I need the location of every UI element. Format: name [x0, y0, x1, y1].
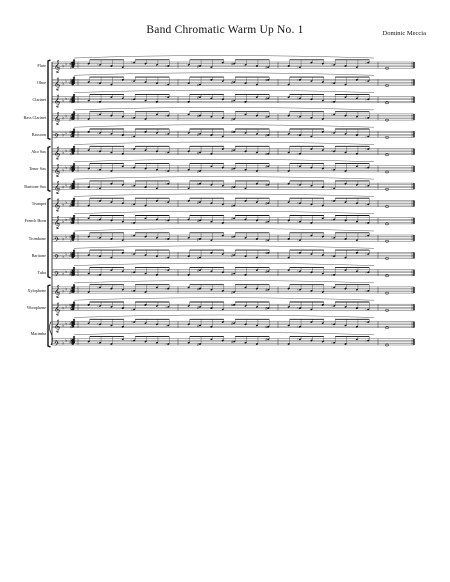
- accidental: ♮: [131, 202, 133, 207]
- accidental: ♮: [297, 220, 299, 225]
- accidental: ♯: [265, 269, 268, 274]
- accidental: ♮: [297, 269, 299, 274]
- key-flat: ♭: [62, 116, 65, 122]
- accidental: ♮: [365, 202, 367, 207]
- accidental: ♯: [231, 117, 233, 122]
- accidental: ♮: [131, 79, 133, 84]
- accidental: ♮: [297, 65, 299, 70]
- accidental: ♯: [70, 149, 73, 154]
- accidental: ♮: [97, 254, 99, 259]
- accidental: ♯: [231, 290, 233, 295]
- treble-clef: 𝄞: [54, 302, 61, 316]
- accidental: ♯: [265, 152, 268, 157]
- accidental: ♮: [165, 237, 167, 242]
- accidental: ♯: [69, 253, 72, 258]
- key-flat: ♭: [62, 220, 65, 226]
- accidental: ♯: [70, 63, 73, 68]
- accidental: ♯: [70, 304, 73, 309]
- accidental: ♯: [265, 133, 268, 138]
- accidental: ♯: [70, 81, 73, 86]
- accidental: ♯: [70, 220, 72, 225]
- phrase-slur: [74, 229, 374, 232]
- phrase-slur: [74, 280, 374, 283]
- accidental: ♮: [365, 221, 367, 226]
- accidental: ♮: [331, 285, 333, 290]
- instrument-label: French Horn: [24, 218, 46, 224]
- phrase-slur: [74, 73, 374, 76]
- accidental: ♮: [131, 116, 133, 121]
- accidental: ♮: [365, 252, 367, 257]
- accidental: ♮: [365, 320, 367, 325]
- accidental: ♮: [131, 221, 133, 226]
- bass-clef: 𝄢: [54, 270, 60, 280]
- accidental: ♮: [165, 64, 167, 69]
- accidental: ♮: [131, 338, 133, 343]
- key-flat: ♭: [62, 133, 65, 139]
- accidental: ♯: [197, 132, 199, 137]
- phrase-slur: [74, 90, 374, 93]
- accidental: ♯: [69, 62, 72, 67]
- accidental: ♯: [70, 217, 73, 222]
- key-flat: ♭: [65, 339, 68, 345]
- accidental: ♯: [265, 325, 268, 330]
- accidental: ♮: [131, 252, 133, 257]
- instrument-label: Tuba: [37, 270, 46, 276]
- accidental: ♮: [297, 306, 299, 311]
- instrument-label: Baritone: [31, 252, 46, 258]
- accidental: ♯: [197, 82, 199, 87]
- accidental: ♮: [97, 63, 99, 68]
- accidental: ♯: [70, 199, 73, 204]
- accidental: ♯: [69, 340, 72, 345]
- phrase-slur: [74, 211, 374, 214]
- accidental: ♯: [231, 303, 233, 308]
- accidental: ♯: [231, 80, 233, 85]
- accidental: ♯: [265, 183, 268, 188]
- key-flat: ♭: [65, 235, 68, 241]
- accidental: ♮: [365, 79, 367, 84]
- accidental: ♯: [197, 200, 199, 205]
- accidental: ♯: [70, 152, 72, 157]
- key-flat: ♭: [62, 185, 65, 191]
- accidental: ♮: [131, 289, 133, 294]
- accidental: ♮: [365, 147, 367, 152]
- phrase-slur: [74, 263, 374, 266]
- accidental: ♮: [131, 97, 133, 102]
- key-flat: ♭: [65, 62, 68, 68]
- key-flat: ♭: [62, 64, 65, 70]
- accidental: ♯: [70, 65, 72, 70]
- composer-name: Dominic Meccia: [382, 30, 426, 37]
- accidental: ♯: [69, 235, 72, 240]
- key-flat: ♭: [65, 287, 68, 293]
- key-flat: ♭: [62, 202, 65, 208]
- key-flat: ♭: [65, 321, 68, 327]
- key-flat: ♭: [65, 183, 68, 189]
- accidental: ♯: [70, 183, 72, 188]
- accidental: ♯: [70, 115, 72, 120]
- key-flat: ♭: [65, 131, 68, 137]
- phrase-slur: [74, 332, 374, 335]
- accidental: ♯: [70, 78, 72, 83]
- key-flat: ♭: [62, 324, 65, 330]
- key-flat: ♭: [62, 306, 65, 312]
- key-flat: ♭: [62, 151, 65, 157]
- accidental: ♯: [231, 148, 233, 153]
- accidental: ♮: [331, 199, 333, 204]
- accidental: ♯: [231, 185, 233, 190]
- accidental: ♮: [365, 184, 367, 189]
- key-flat: ♭: [62, 237, 65, 243]
- accidental: ♮: [165, 200, 167, 205]
- key-flat: ♭: [65, 304, 68, 310]
- accidental: ♮: [97, 81, 99, 86]
- accidental: ♯: [70, 322, 73, 327]
- phrase-slur: [74, 246, 374, 249]
- accidental: ♯: [70, 168, 73, 173]
- accidental: ♮: [365, 60, 367, 65]
- accidental: ♯: [70, 201, 72, 206]
- accidental: ♮: [331, 168, 333, 173]
- instrument-label: Flute: [37, 62, 46, 68]
- bass-clef: 𝄢: [54, 253, 60, 263]
- accidental: ♯: [265, 337, 268, 342]
- accidental: ♯: [231, 62, 233, 67]
- accidental: ♮: [131, 165, 133, 170]
- accidental: ♯: [70, 133, 72, 138]
- accidental: ♮: [97, 112, 99, 117]
- accidental: ♮: [331, 322, 333, 327]
- key-flat: ♭: [62, 99, 65, 105]
- key-flat: ♭: [65, 166, 68, 172]
- accidental: ♯: [69, 216, 72, 221]
- phrase-slur: [74, 125, 374, 128]
- accidental: ♮: [365, 270, 367, 275]
- accidental: ♮: [97, 217, 99, 222]
- phrase-slur: [74, 142, 374, 145]
- accidental: ♯: [69, 148, 72, 153]
- treble-clef: 𝄞: [54, 60, 61, 74]
- accidental: ♮: [97, 322, 99, 327]
- accidental: ♯: [231, 253, 233, 258]
- accidental: ♮: [131, 184, 133, 189]
- key-flat: ♭: [65, 269, 68, 275]
- accidental: ♯: [265, 251, 268, 256]
- accidental: ♮: [97, 168, 99, 173]
- treble-clef: 𝄞: [54, 163, 61, 177]
- accidental: ♮: [331, 186, 333, 191]
- accidental: ♮: [331, 236, 333, 241]
- accidental: ♯: [69, 185, 72, 190]
- accidental: ♮: [297, 78, 299, 83]
- accidental: ♮: [165, 286, 167, 291]
- instrument-label: Trumpet: [31, 201, 46, 206]
- accidental: ♯: [70, 238, 72, 243]
- accidental: ♯: [70, 131, 73, 136]
- accidental: ♮: [165, 169, 167, 174]
- accidental: ♮: [331, 81, 333, 86]
- treble-clef: 𝄞: [54, 181, 61, 195]
- accidental: ♯: [70, 273, 73, 278]
- accidental: ♯: [197, 95, 199, 100]
- accidental: ♯: [231, 216, 233, 221]
- group-bracket: [48, 198, 51, 277]
- accidental: ♮: [331, 304, 333, 309]
- accidental: ♯: [69, 117, 72, 122]
- accidental: ♮: [365, 134, 367, 139]
- score-title: Band Chromatic Warm Up No. 1: [146, 24, 304, 36]
- key-flat: ♭: [62, 168, 65, 174]
- instrument-label: Alto Sax: [31, 149, 46, 155]
- accidental: ♮: [297, 164, 299, 169]
- accidental: ♯: [69, 98, 72, 103]
- accidental: ♯: [70, 269, 72, 274]
- accidental: ♮: [331, 63, 333, 68]
- accidental: ♯: [231, 271, 233, 276]
- accidental: ♮: [165, 268, 167, 273]
- accidental: ♯: [265, 78, 268, 83]
- accidental: ♯: [265, 115, 268, 120]
- accidental: ♮: [165, 82, 167, 87]
- accidental: ♯: [70, 100, 73, 105]
- accidental: ♮: [131, 60, 133, 65]
- accidental: ♮: [331, 100, 333, 105]
- accidental: ♮: [331, 217, 333, 222]
- accidental: ♯: [197, 255, 199, 260]
- accidental: ♮: [365, 338, 367, 343]
- accidental: ♯: [265, 164, 268, 169]
- group-bracket: [48, 60, 51, 139]
- accidental: ♮: [365, 307, 367, 312]
- accidental: ♮: [165, 113, 167, 118]
- phrase-slur: [74, 107, 374, 110]
- accidental: ♯: [265, 288, 268, 293]
- accidental: ♮: [165, 305, 167, 310]
- accidental: ♮: [365, 116, 367, 121]
- accidental: ♯: [197, 286, 199, 291]
- accidental: ♯: [197, 305, 199, 310]
- key-flat: ♭: [65, 114, 68, 120]
- instrument-label: Trombone: [28, 235, 46, 241]
- accidental: ♮: [97, 304, 99, 309]
- key-flat: ♭: [65, 252, 68, 258]
- accidental: ♯: [70, 341, 73, 346]
- accidental: ♯: [197, 342, 199, 347]
- accidental: ♮: [97, 149, 99, 154]
- treble-clef: 𝄞: [54, 319, 61, 333]
- accidental: ♯: [231, 203, 233, 208]
- accidental: ♯: [231, 130, 233, 135]
- accidental: ♯: [70, 251, 72, 256]
- accidental: ♯: [69, 321, 72, 326]
- accidental: ♮: [297, 251, 299, 256]
- accidental: ♯: [70, 325, 72, 330]
- accidental: ♮: [365, 165, 367, 170]
- instrument-label: Baritone Sax: [24, 183, 46, 189]
- instrument-label: Bass Clarinet: [23, 114, 46, 120]
- treble-clef: 𝄞: [54, 77, 61, 91]
- accidental: ♮: [365, 233, 367, 238]
- accidental: ♮: [165, 182, 167, 186]
- accidental: ♯: [197, 268, 199, 273]
- bass-clef: 𝄢: [54, 132, 60, 142]
- accidental: ♯: [265, 96, 268, 101]
- treble-clef: 𝄞: [54, 284, 61, 298]
- phrase-slur: [74, 159, 374, 162]
- accidental: ♯: [70, 112, 73, 117]
- accidental: ♮: [97, 199, 99, 204]
- key-flat: ♭: [65, 148, 68, 154]
- treble-clef: 𝄞: [54, 146, 61, 160]
- accidental: ♯: [265, 220, 268, 225]
- accidental: ♮: [97, 236, 99, 241]
- accidental: ♯: [70, 164, 72, 169]
- instrument-label: Xylophone: [27, 287, 46, 293]
- treble-clef: 𝄞: [54, 198, 61, 212]
- accidental: ♮: [165, 342, 167, 347]
- group-bracket: [48, 285, 51, 347]
- accidental: ♮: [365, 289, 367, 294]
- key-flat: ♭: [65, 79, 68, 85]
- accidental: ♮: [331, 254, 333, 259]
- accidental: ♯: [265, 306, 268, 311]
- accidental: ♮: [331, 149, 333, 154]
- accidental: ♮: [297, 288, 299, 293]
- accidental: ♯: [70, 236, 73, 241]
- treble-clef: 𝄞: [54, 111, 61, 125]
- accidental: ♮: [165, 132, 167, 137]
- accidental: ♯: [70, 306, 72, 311]
- accidental: ♮: [331, 131, 333, 136]
- accidental: ♮: [131, 233, 133, 238]
- accidental: ♯: [231, 98, 233, 103]
- phrase-slur: [74, 177, 374, 180]
- accidental: ♮: [97, 341, 99, 346]
- accidental: ♮: [165, 95, 167, 100]
- accidental: ♯: [70, 186, 73, 191]
- accidental: ♮: [165, 255, 167, 260]
- key-flat: ♭: [65, 218, 68, 224]
- accidental: ♮: [365, 97, 367, 102]
- instrument-label: Oboe: [36, 79, 46, 85]
- key-flat: ♭: [65, 96, 68, 102]
- key-flat: ♭: [62, 81, 65, 87]
- group-bracket: [48, 147, 51, 192]
- accidental: ♮: [131, 134, 133, 139]
- accidental: ♯: [231, 321, 233, 326]
- accidental: ♯: [197, 113, 199, 118]
- accidental: ♯: [265, 238, 268, 243]
- phrase-slur: [74, 56, 374, 59]
- phrase-slur: [74, 298, 374, 301]
- accidental: ♮: [331, 112, 333, 117]
- key-flat: ♭: [62, 272, 65, 278]
- accidental: ♮: [297, 337, 299, 342]
- accidental: ♯: [70, 337, 72, 342]
- accidental: ♯: [69, 303, 72, 308]
- accidental: ♯: [197, 150, 199, 155]
- accidental: ♯: [70, 96, 72, 101]
- accidental: ♯: [69, 130, 72, 135]
- accidental: ♯: [231, 235, 233, 240]
- instrument-label: Bassoon: [31, 131, 46, 137]
- accidental: ♮: [297, 133, 299, 138]
- accidental: ♯: [231, 167, 233, 172]
- accidental: ♮: [131, 320, 133, 325]
- accidental: ♮: [97, 285, 99, 290]
- accidental: ♮: [165, 150, 167, 155]
- accidental: ♯: [69, 290, 72, 295]
- instrument-label: Vibraphone: [26, 304, 46, 310]
- accidental: ♮: [331, 273, 333, 278]
- accidental: ♯: [69, 203, 72, 208]
- accidental: ♮: [131, 270, 133, 275]
- phrase-slur: [74, 194, 374, 197]
- accidental: ♯: [197, 182, 199, 186]
- key-flat: ♭: [62, 289, 65, 295]
- accidental: ♮: [297, 238, 299, 243]
- bass-clef: 𝄢: [54, 339, 60, 349]
- accidental: ♯: [197, 64, 199, 69]
- accidental: ♮: [297, 325, 299, 330]
- accidental: ♮: [97, 273, 99, 278]
- key-flat: ♭: [62, 254, 65, 260]
- accidental: ♯: [197, 218, 199, 223]
- treble-clef: 𝄞: [54, 94, 61, 108]
- accidental: ♮: [131, 147, 133, 152]
- key-flat: ♭: [65, 200, 68, 206]
- accidental: ♯: [70, 254, 73, 259]
- accidental: ♯: [197, 323, 199, 328]
- accidental: ♯: [231, 340, 233, 345]
- accidental: ♮: [97, 100, 99, 105]
- instrument-label: Clarinet: [32, 97, 46, 103]
- accidental: ♯: [69, 167, 72, 172]
- accidental: ♯: [69, 271, 72, 276]
- accidental: ♯: [197, 169, 199, 174]
- accidental: ♮: [297, 201, 299, 206]
- treble-clef: 𝄞: [54, 215, 61, 229]
- accidental: ♮: [97, 131, 99, 136]
- instrument-label: Marimba: [30, 330, 46, 336]
- accidental: ♮: [165, 323, 167, 328]
- accidental: ♯: [197, 237, 199, 242]
- accidental: ♮: [297, 152, 299, 157]
- accidental: ♮: [165, 218, 167, 223]
- accidental: ♮: [297, 183, 299, 188]
- accidental: ♮: [97, 186, 99, 191]
- accidental: ♯: [265, 65, 268, 70]
- accidental: ♯: [265, 201, 268, 206]
- phrase-slur: [74, 315, 374, 318]
- accidental: ♯: [69, 80, 72, 85]
- bass-clef: 𝄢: [54, 236, 60, 246]
- accidental: ♯: [70, 285, 73, 290]
- instrument-label: Tenor Sax: [28, 166, 46, 172]
- accidental: ♮: [297, 115, 299, 120]
- accidental: ♯: [70, 288, 72, 293]
- accidental: ♮: [331, 341, 333, 346]
- accidental: ♮: [131, 307, 133, 312]
- key-flat: ♭: [62, 341, 65, 347]
- accidental: ♮: [297, 96, 299, 101]
